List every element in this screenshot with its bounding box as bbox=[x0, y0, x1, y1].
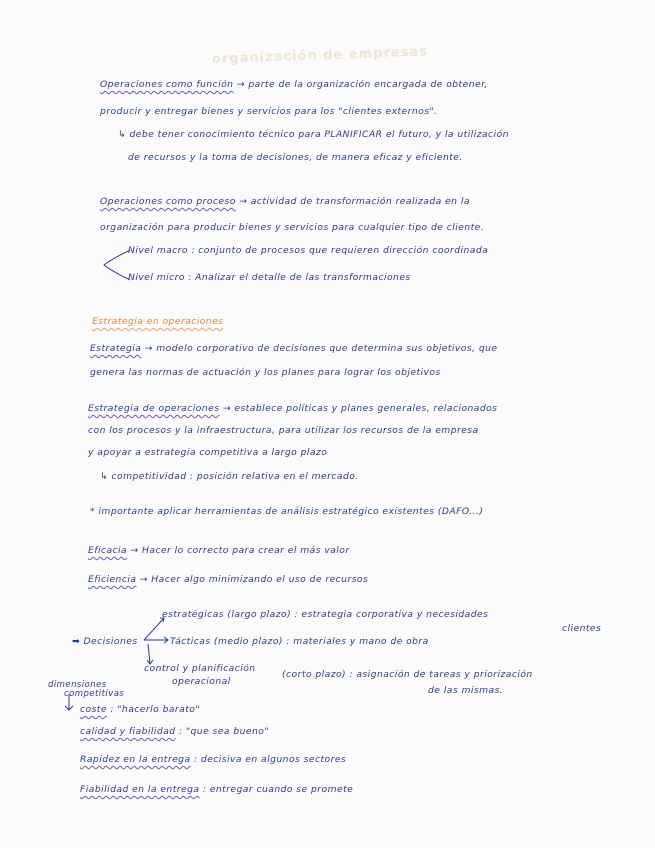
heading-text: Estrategia en operaciones bbox=[92, 316, 224, 327]
decision-estrategicas: estratégicas (largo plazo) : estrategia corporativa y necesidades bbox=[162, 609, 489, 620]
term-fiabilidad: Fiabilidad en la entrega bbox=[80, 784, 200, 795]
branch-arrows-icon bbox=[142, 610, 172, 668]
term-estrategia: Estrategia bbox=[90, 343, 142, 354]
line-operaciones-funcion bbox=[100, 79, 488, 90]
def-eficiencia: → Hacer algo minimizando el uso de recursos bbox=[139, 574, 369, 585]
line-coste bbox=[80, 704, 200, 715]
decision-tacticas: Tácticas (medio plazo) : materiales y mano de obra bbox=[170, 636, 429, 647]
line-nivel-micro: Nivel micro : Analizar el detalle de las transformaciones bbox=[128, 272, 411, 283]
def-coste: : "hacerlo barato" bbox=[110, 704, 201, 715]
line-eficacia bbox=[88, 545, 350, 556]
term-coste: coste bbox=[80, 704, 107, 715]
line-nivel-macro: Nivel macro : conjunto de procesos que requieren dirección coordinada bbox=[128, 245, 489, 256]
line-3: ↳ debe tener conocimiento técnico para PLANIFICAR el futuro, y la utilización bbox=[118, 129, 509, 140]
term-rapidez: Rapidez en la entrega bbox=[80, 754, 191, 765]
line-12: con los procesos y la infraestructura, para utilizar los recursos de la empresa bbox=[88, 425, 479, 436]
term-estrategia-operaciones: Estrategia de operaciones bbox=[88, 403, 220, 414]
arrow-right-icon: ➡ bbox=[72, 636, 81, 647]
def-rapidez: : decisiva en algunos sectores bbox=[193, 754, 347, 765]
def-estrategia: → modelo corporativo de decisiones que determina sus objetivos, que bbox=[144, 343, 498, 354]
faded-title: organización de empresas bbox=[211, 44, 429, 68]
def-estrategia-operaciones: → establece políticas y planes generales, relacionados bbox=[222, 403, 498, 414]
def-operaciones-funcion: → parte de la organización encargada de obtener, bbox=[236, 79, 488, 90]
decisiones-root bbox=[72, 636, 138, 647]
line-fiabilidad bbox=[80, 784, 353, 795]
line-importante: * importante aplicar herramientas de análisis estratégico existentes (DAFO...) bbox=[90, 506, 484, 517]
line-operaciones-proceso bbox=[100, 196, 470, 207]
line-10: genera las normas de actuación y los planes para lograr los objetivos bbox=[90, 367, 441, 378]
line-calidad bbox=[80, 726, 269, 737]
line-13: y apoyar a estrategia competitiva a largo plazo bbox=[88, 447, 328, 458]
decision-corto-plazo-cont: de las mismas. bbox=[428, 685, 504, 696]
line-competitividad: ↳ competitividad : posición relativa en el mercado. bbox=[100, 471, 359, 482]
decision-corto-plazo: (corto plazo) : asignación de tareas y priorización bbox=[282, 669, 533, 680]
def-fiabilidad: : entregar cuando se promete bbox=[202, 784, 354, 795]
competitivas-label: competitivas bbox=[64, 689, 125, 699]
arrow-down-icon bbox=[62, 692, 76, 714]
line-2: producir y entregar bienes y servicios para los "clientes externos". bbox=[100, 106, 438, 117]
term-calidad: calidad y fiabilidad bbox=[80, 726, 176, 737]
def-eficacia: → Hacer lo correcto para crear el más valor bbox=[130, 545, 350, 556]
dimensiones-label: dimensiones bbox=[48, 680, 107, 690]
decision-control: control y planificación bbox=[144, 663, 256, 674]
term-eficiencia: Eficiencia bbox=[88, 574, 137, 585]
decisiones-label: Decisiones bbox=[83, 636, 138, 647]
line-4: de recursos y la toma de decisiones, de manera eficaz y eficiente. bbox=[128, 152, 463, 163]
decision-control-cont: operacional bbox=[172, 676, 231, 687]
term-operaciones-funcion: Operaciones como función bbox=[100, 79, 234, 90]
def-calidad: : "que sea bueno" bbox=[178, 726, 270, 737]
line-eficiencia bbox=[88, 574, 368, 585]
term-eficacia: Eficacia bbox=[88, 545, 128, 556]
decision-estrategicas-cont: clientes bbox=[562, 623, 602, 634]
line-estrategia bbox=[90, 343, 498, 354]
term-operaciones-proceso: Operaciones como proceso bbox=[100, 196, 236, 207]
line-estrategia-operaciones bbox=[88, 403, 497, 414]
heading-estrategia-operaciones bbox=[92, 316, 223, 327]
def-operaciones-proceso: → actividad de transformación realizada en la bbox=[239, 196, 470, 207]
line-6: organización para producir bienes y servicios para cualquier tipo de cliente. bbox=[100, 222, 485, 233]
line-rapidez bbox=[80, 754, 346, 765]
